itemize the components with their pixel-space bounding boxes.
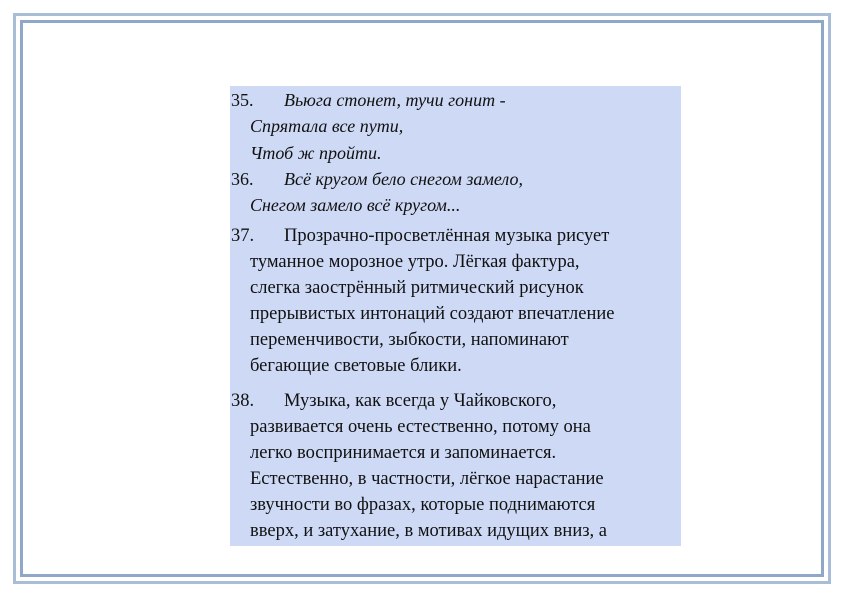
entry-number: 38. — [231, 391, 255, 411]
entry-line: Всё кругом бело снегом замело, — [284, 169, 523, 189]
entry-line: Чтоб ж пройти. — [250, 143, 382, 163]
entry-line: развивается очень естественно, потому она — [250, 417, 591, 437]
entry-line: переменчивости, зыбкости, напоминают — [250, 330, 569, 350]
entry-line: звучности во фразах, которые поднимаются — [250, 495, 596, 515]
entry-line: Спрятала все пути, — [250, 116, 404, 136]
entry-number: 37. — [231, 226, 255, 246]
entry-line: бегающие световые блики. — [250, 356, 462, 376]
entry-line: слегка заострённый ритмический рисунок — [250, 278, 584, 298]
entry-line: Вьюга стонет, тучи гонит - — [284, 90, 506, 110]
text-panel — [230, 86, 681, 546]
entry-line: легко воспринимается и запоминается. — [250, 443, 557, 463]
entry-line: Музыка, как всегда у Чайковского, — [284, 391, 557, 411]
entry-number: 36. — [231, 169, 254, 189]
entry-number: 35. — [231, 90, 254, 110]
entry-line: вверх, и затухание, в мотивах идущих вниз, а — [250, 521, 607, 541]
entry-line: Снегом замело всё кругом... — [250, 195, 461, 215]
entry-line: Естественно, в частности, лёгкое нарастание — [250, 469, 604, 489]
entry-line: туманное морозное утро. Лёгкая фактура, — [250, 252, 580, 272]
entry-line: Прозрачно-просветлённая музыка рисует — [284, 226, 610, 246]
entry-line: прерывистых интонаций создают впечатление — [250, 304, 615, 324]
